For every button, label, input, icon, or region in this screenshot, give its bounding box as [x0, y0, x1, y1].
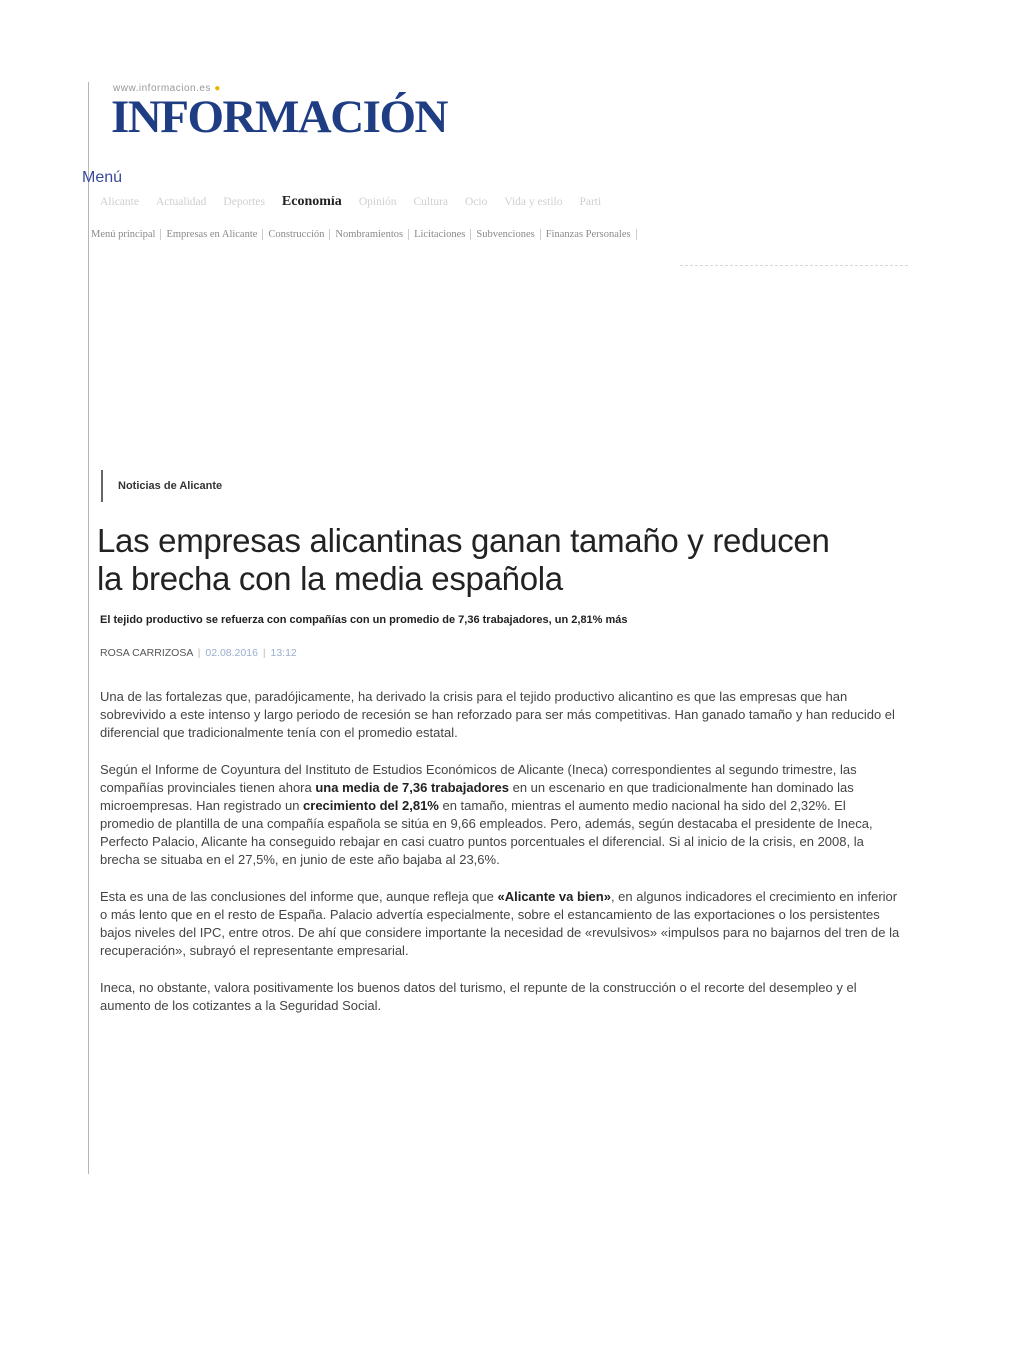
section-label[interactable]: Noticias de Alicante: [118, 480, 223, 492]
sub-nav: [91, 229, 908, 240]
site-url[interactable]: www.informacion.es ●: [113, 83, 221, 94]
nav-item-opinion[interactable]: Opinión: [358, 196, 397, 208]
subnav-item-subvenciones[interactable]: Subvenciones: [471, 229, 540, 240]
nav-item-alicante[interactable]: Alicante: [100, 196, 139, 208]
main-nav: [100, 196, 908, 210]
subnav-item-construccion[interactable]: Construcción: [263, 229, 330, 240]
text-run: Esta es una de las conclusiones del informe que, aunque refleja que: [100, 889, 498, 904]
nav-item-ocio[interactable]: Ocio: [465, 196, 488, 208]
paragraph-3: [100, 888, 900, 960]
publish-date: 02.08.2016: [205, 647, 258, 659]
paragraph-2: [100, 761, 900, 869]
publish-time: 13:12: [270, 647, 297, 659]
article-headline: Las empresas alicantinas ganan tamaño y reducen la brecha con la media española: [97, 522, 830, 597]
subnav-item-finanzas[interactable]: Finanzas Personales: [541, 229, 637, 240]
highlight-text: «Alicante va bien»: [497, 889, 611, 904]
section-marker: [101, 470, 103, 502]
nav-item-deportes[interactable]: Deportes: [223, 196, 265, 208]
paragraph-4: Ineca, no obstante, valora positivamente los buenos datos del turismo, el repunte de la construcción o el recorte del desempleo y el aumento de los cotizantes a la Seguridad Social.: [100, 980, 857, 1013]
paragraph-1: Una de las fortalezas que, paradójicamente, ha derivado la crisis para el tejido productivo alicantino es que las empresas que han sobrevivido a este intenso y largo periodo de recesión se han reforzado para ser más competitivas. Han ganado tamaño y han reducido el diferencial que tradicionalmente tenía con el promedio estatal.: [100, 689, 895, 740]
subnav-divider: [680, 265, 908, 266]
byline-separator: |: [262, 647, 266, 659]
site-logo[interactable]: INFORMACIÓN: [111, 91, 447, 143]
url-dot-icon: ●: [214, 83, 221, 94]
byline-separator: |: [197, 647, 201, 659]
nav-item-cultura[interactable]: Cultura: [413, 196, 449, 208]
nav-item-parti[interactable]: Parti: [579, 196, 602, 208]
text-run: en tamaño, mientras el aumento medio nacional ha sido del 2,32%. El promedio de plantilla de una compañía española se sitúa en 9,66 empleados. Pero, además, según destacaba el presidente de Ineca, Perfecto Palacio, Alicante ha conseguido rebajar en casi cuatro puntos porcentuales el diferencial. Si al inicio de la crisis, en 2008, la brecha se situaba en el 27,5%, en junio de este año bajaba al 23,6%.: [100, 798, 873, 867]
article-byline: [100, 647, 297, 659]
text-run: Según el Informe de Coyuntura del Instituto de Estudios Económicos de Alicante (Ineca) correspondientes al segundo trimestre, las compañías provinciales tienen ahora: [100, 762, 857, 795]
nav-item-actualidad[interactable]: Actualidad: [155, 196, 207, 208]
menu-toggle[interactable]: Menú: [82, 169, 123, 186]
subnav-item-licitaciones[interactable]: Licitaciones: [409, 229, 471, 240]
text-run: en un escenario en que tradicionalmente han dominado las microempresas. Han registrado un: [100, 780, 854, 813]
subnav-item-nombramientos[interactable]: Nombramientos: [330, 229, 409, 240]
page-left-rule: [88, 82, 89, 1174]
nav-item-vida-estilo[interactable]: Vida y estilo: [504, 196, 563, 208]
text-run: , en algunos indicadores el crecimiento en inferior o más lento que en el resto de España. Palacio advertía especialmente, sobre el estancamiento de las exportaciones o los persistentes bajos niveles del IPC, entre otros. De ahí que considere importante la necesidad de «revulsivos» «impulsos para no bajarnos del tren de la recuperación», subrayó el representante empresarial.: [100, 889, 900, 958]
subnav-item-menu-principal[interactable]: Menú principal: [91, 229, 161, 240]
subnav-item-empresas[interactable]: Empresas en Alicante: [161, 229, 263, 240]
highlight-text: una media de 7,36 trabajadores: [315, 780, 509, 795]
nav-item-economia[interactable]: Economía: [281, 196, 342, 209]
article-subtitle: El tejido productivo se refuerza con compañías con un promedio de 7,36 trabajadores, un 2,81% más: [100, 614, 628, 626]
article-body: [100, 688, 900, 1034]
highlight-text: crecimiento del 2,81%: [303, 798, 439, 813]
author-name: ROSA CARRIZOSA: [100, 647, 193, 659]
